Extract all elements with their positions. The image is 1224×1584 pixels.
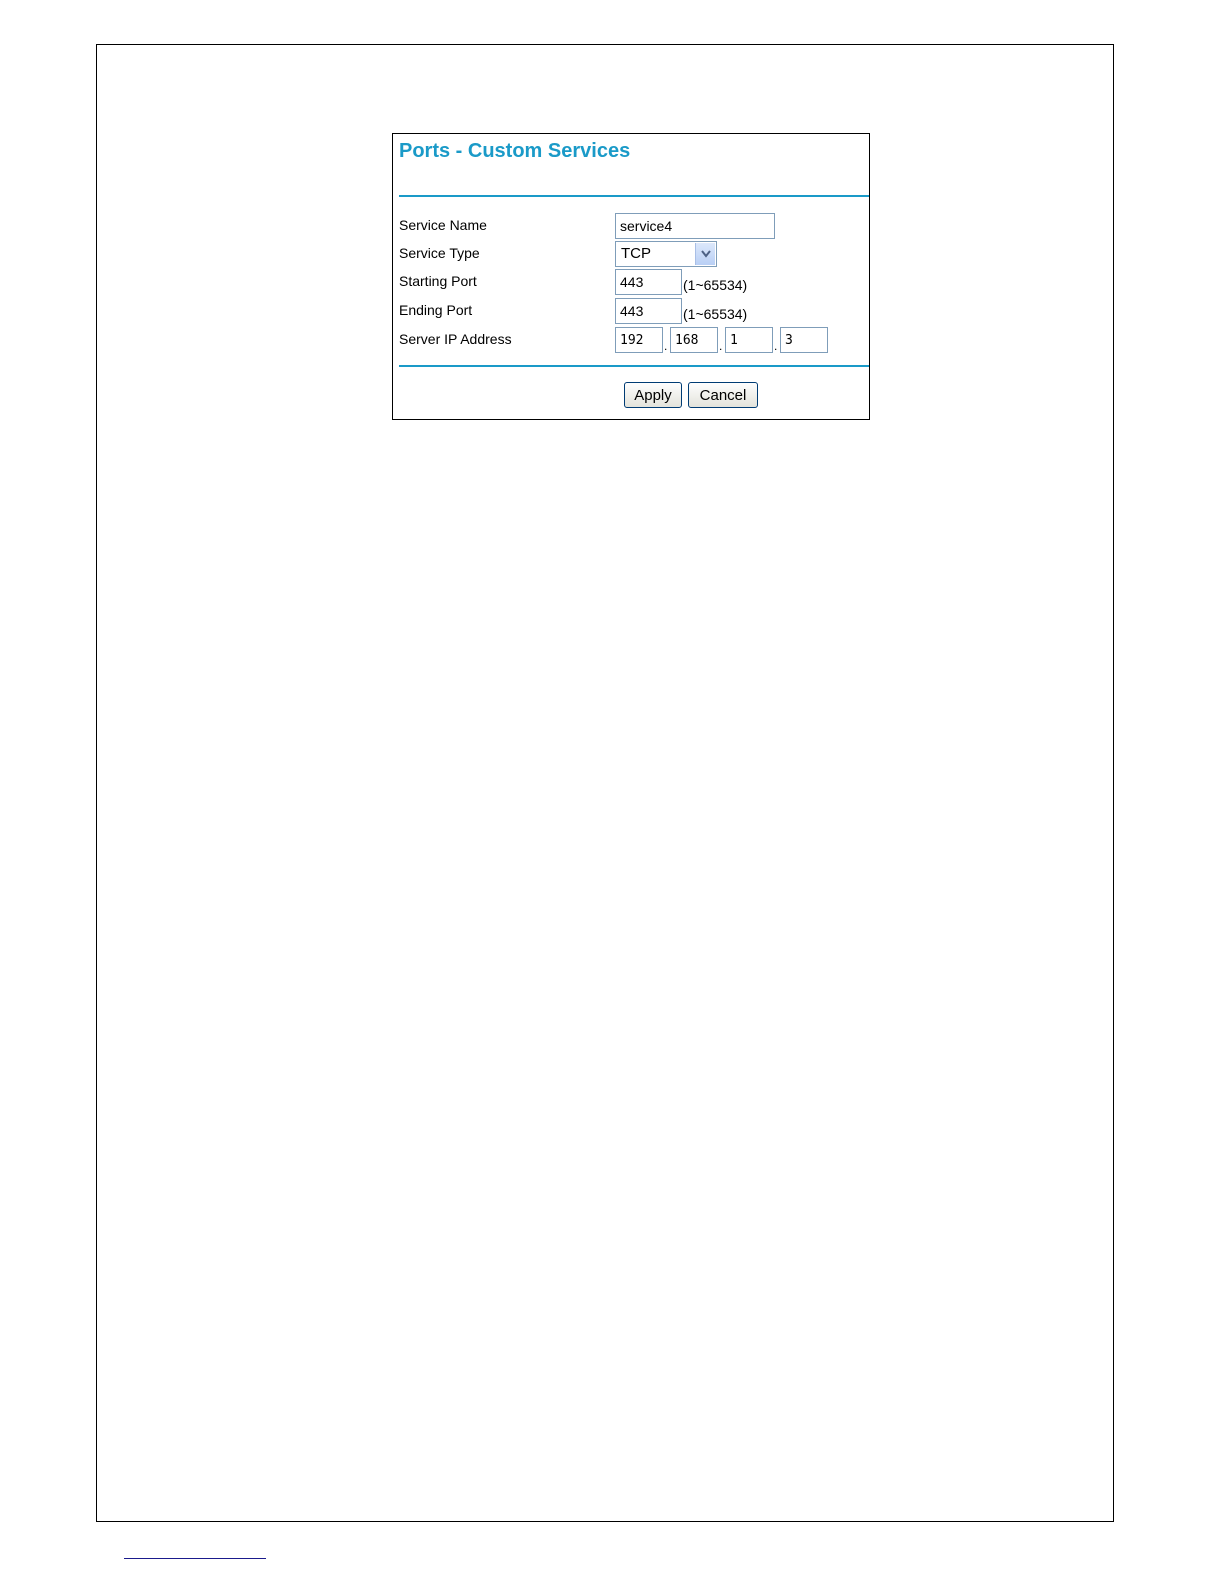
bottom-divider	[399, 365, 869, 367]
ip-separator: .	[719, 339, 723, 353]
page-title: Ports - Custom Services	[399, 140, 631, 162]
service-name-label: Service Name	[399, 217, 487, 233]
ending-port-range-hint: (1~65534)	[683, 306, 748, 322]
ip-separator: .	[664, 339, 668, 353]
server-ip-octet-3[interactable]	[725, 327, 773, 353]
service-type-value: TCP	[621, 245, 651, 262]
server-ip-label: Server IP Address	[399, 331, 512, 347]
starting-port-range-hint: (1~65534)	[683, 277, 748, 293]
ending-port-input[interactable]	[615, 298, 682, 324]
service-type-select[interactable]	[615, 241, 717, 267]
starting-port-input[interactable]	[615, 269, 682, 295]
top-divider	[399, 195, 869, 197]
server-ip-octet-2[interactable]	[670, 327, 718, 353]
footer-rule	[124, 1558, 266, 1559]
service-type-label: Service Type	[399, 245, 480, 261]
ip-separator: .	[774, 339, 778, 353]
service-name-input[interactable]	[615, 213, 775, 239]
starting-port-label: Starting Port	[399, 273, 477, 289]
apply-button[interactable]: Apply	[624, 382, 682, 408]
chevron-down-icon[interactable]	[695, 243, 715, 265]
server-ip-octet-1[interactable]	[615, 327, 663, 353]
cancel-button[interactable]: Cancel	[688, 382, 758, 408]
server-ip-octet-4[interactable]	[780, 327, 828, 353]
custom-services-panel	[392, 133, 870, 420]
ending-port-label: Ending Port	[399, 302, 473, 318]
